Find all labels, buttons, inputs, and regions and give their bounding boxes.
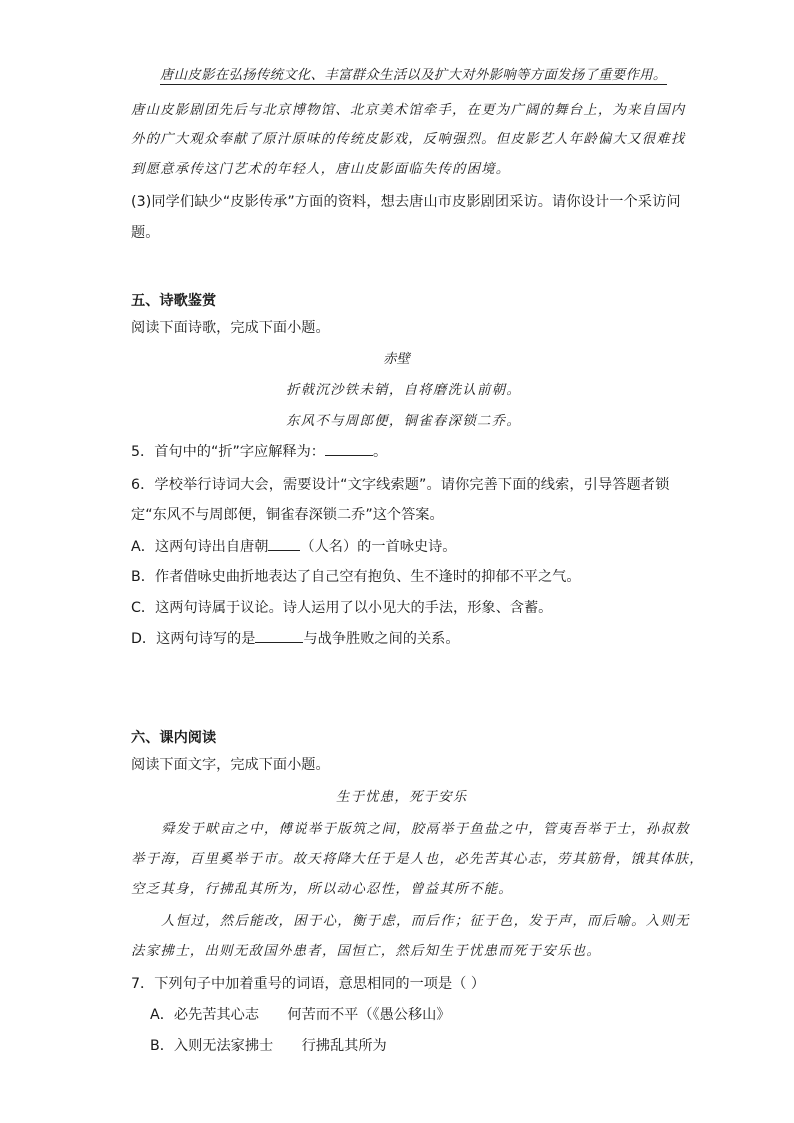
passage-line: 到愿意承传这门艺术的年轻人，唐山皮影面临失传的困境。 bbox=[131, 162, 511, 177]
classical-text-line: 舜发于畎亩之中，傅说举于版筑之间，胶鬲举于鱼盐之中，管夷吾举于士，孙叔敖 bbox=[161, 822, 690, 837]
question-5-text: 5．首句中的“折”字应解释为： bbox=[131, 444, 325, 460]
passage-line: 唐山皮影剧团先后与北京博物馆、北京美术馆牵手，在更为广阔的舞台上，为来自国内 bbox=[131, 103, 686, 118]
question-6-option-b: B．作者借咏史曲折地表达了自己空有抱负、生不逢时的抑郁不平之气。 bbox=[131, 569, 581, 585]
question-6-line: 定“东风不与周郎便，铜雀春深锁二乔”这个答案。 bbox=[131, 507, 444, 523]
classical-text-line: 举于海，百里奚举于市。故天将降大任于是人也，必先苦其心志，劳其筋骨，饿其体肤， bbox=[131, 852, 704, 867]
passage-line: 外的广大观众奉献了原汁原味的传统皮影戏，反响强烈。但皮影艺人年龄偏大又很难找 bbox=[131, 132, 686, 147]
question-7: 7．下列句子中加着重号的词语，意思相同的一项是（ ） bbox=[131, 976, 486, 992]
question-7-option-b: B．入则无法家拂士 行拂乱其所为 bbox=[150, 1038, 387, 1054]
poem-line: 折戟沉沙铁未销，自将磨洗认前朝。 bbox=[286, 383, 522, 398]
option-d-text-end: 与战争胜败之间的关系。 bbox=[303, 631, 460, 647]
answer-blank[interactable] bbox=[268, 536, 300, 551]
section-5-heading: 五、诗歌鉴赏 bbox=[131, 293, 217, 309]
classical-text-line: 空乏其身，行拂乱其所为，所以动心忍性，曾益其所不能。 bbox=[131, 882, 513, 897]
option-a-text: A．这两句诗出自唐朝 bbox=[131, 539, 269, 555]
section-5-instruction: 阅读下面诗歌，完成下面小题。 bbox=[131, 320, 330, 336]
text-title: 生于忧患，死于安乐 bbox=[336, 790, 468, 805]
poem-title: 赤壁 bbox=[383, 352, 410, 367]
classical-text-line: 法家拂士，出则无敌国外患者，国恒亡，然后知生于忧患而死于安乐也。 bbox=[131, 944, 602, 959]
question-3-line: 题。 bbox=[131, 225, 160, 241]
answer-blank[interactable] bbox=[255, 628, 303, 643]
passage-line-underlined: 唐山皮影在弘扬传统文化、丰富群众生活以及扩大对外影响等方面发扬了重要作用。 bbox=[160, 64, 667, 85]
section-6-instruction: 阅读下面文字，完成下面小题。 bbox=[131, 757, 330, 773]
section-6-heading: 六、课内阅读 bbox=[131, 730, 217, 746]
option-d-text: D．这两句诗写的是 bbox=[131, 631, 256, 647]
question-5 bbox=[131, 441, 387, 461]
poem-line: 东风不与周郎便，铜雀春深锁二乔。 bbox=[286, 414, 522, 429]
classical-text-line: 人恒过，然后能改，困于心，衡于虑，而后作；征于色，发于声，而后喻。入则无 bbox=[161, 914, 690, 929]
question-3-line: (3)同学们缺少“皮影传承”方面的资料，想去唐山市皮影剧团采访。请你设计一个采访问 bbox=[131, 194, 681, 210]
question-6-option-d bbox=[131, 628, 460, 648]
answer-blank[interactable] bbox=[325, 441, 373, 456]
option-a-text-end: （人名）的一首咏史诗。 bbox=[300, 539, 457, 555]
question-6-option-c: C．这两句诗属于议论。诗人运用了以小见大的手法，形象、含蓄。 bbox=[131, 600, 553, 616]
question-5-end: 。 bbox=[372, 444, 388, 460]
question-7-option-a: A．必先苦其心志 何苦而不平（《愚公移山》 bbox=[150, 1007, 451, 1023]
question-6-line: 6．学校举行诗词大会，需要设计“文字线索题”。请你完善下面的线索，引导答题者锁 bbox=[131, 477, 670, 493]
question-6-option-a bbox=[131, 536, 456, 556]
